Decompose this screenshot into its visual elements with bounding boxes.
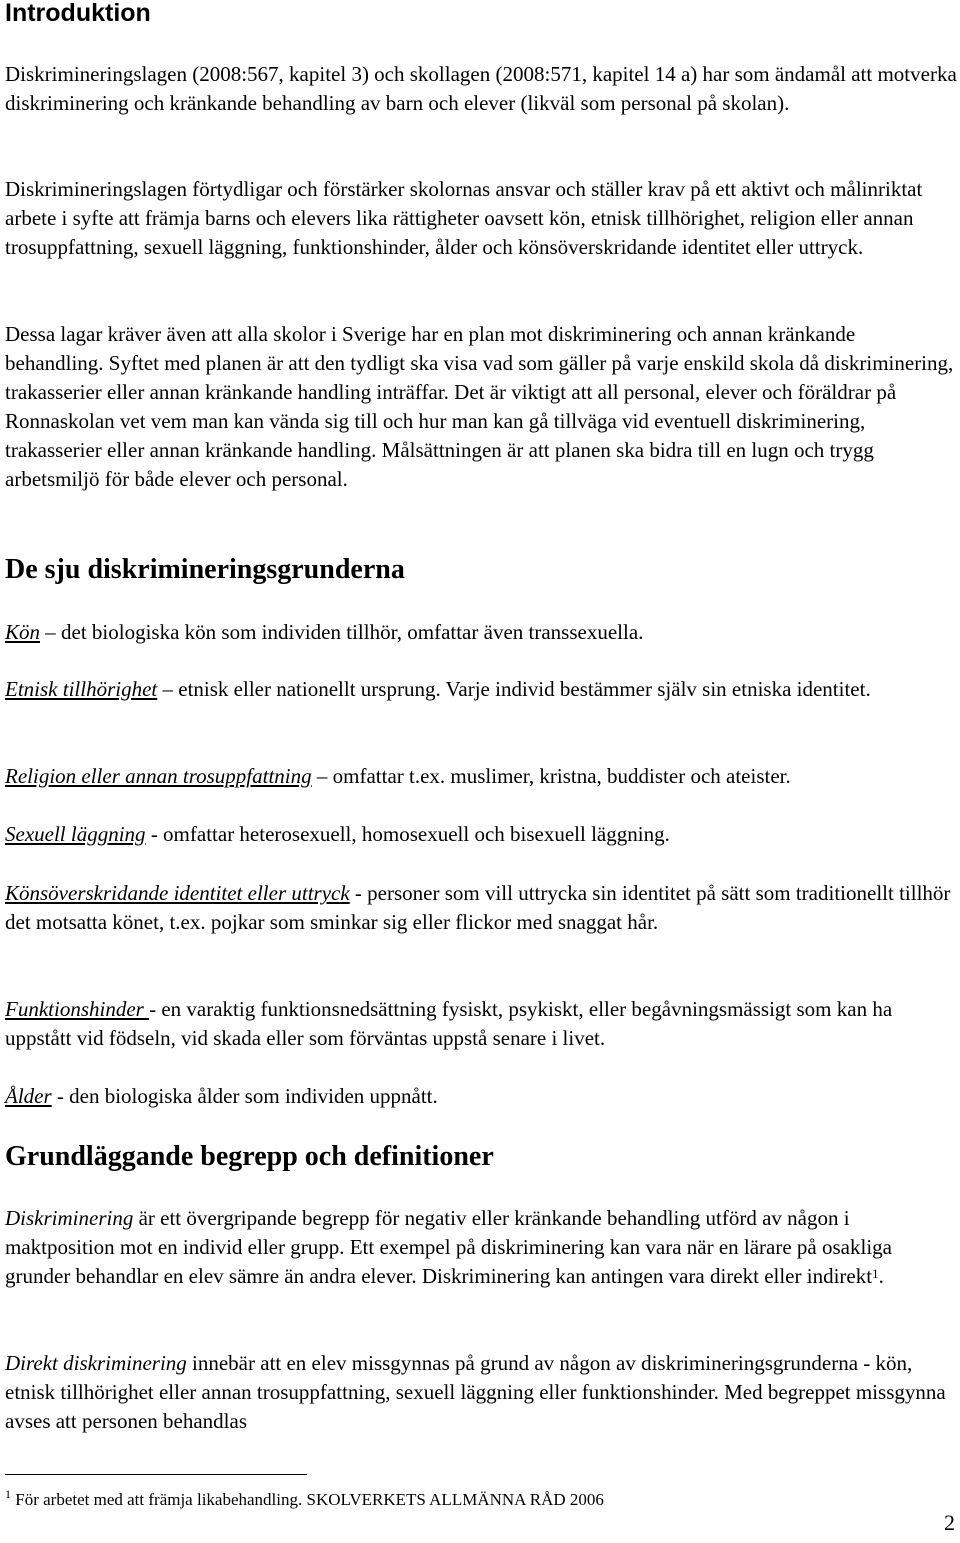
ground-item-funktionshinder <box>5 995 957 1053</box>
intro-paragraph-2: Diskrimineringslagen förtydligar och förstärker skolornas ansvar och ställer krav på ett aktivt och målinriktat arbete i syfte att främja barns och elevers lika rättigheter oavsett kön, etnisk tillhörighet, religion eller annan trosuppfattning, sexuell läggning, funktionshinder, ålder och könsöverskridande identitet eller uttryck. <box>5 177 923 259</box>
ground-description: - omfattar heterosexuell, homosexuell och bisexuell läggning. <box>145 822 670 846</box>
footnote <box>5 1489 604 1511</box>
footnote-text: För arbetet med att främja likabehandling. SKOLVERKETS ALLMÄNNA RÅD 2006 <box>11 1490 604 1509</box>
footnote-reference: 1 <box>872 1266 879 1281</box>
definitions-heading: Grundläggande begrepp och definitioner <box>5 1141 494 1172</box>
ground-description: - den biologiska ålder som individen uppnått. <box>51 1084 438 1108</box>
definition-end: . <box>878 1264 884 1288</box>
definition-text: innebär att en elev missgynnas på grund av någon av diskrimineringsgrunderna - kön, etnisk tillhörighet eller annan trosuppfattning, sexuell läggning eller funktionshinder. Med begreppet missgynna avses att personen behandlas <box>5 1351 946 1433</box>
definition-term: Diskriminering <box>5 1206 134 1230</box>
ground-term: Etnisk tillhörighet <box>5 677 158 701</box>
ground-term: Ålder <box>5 1084 52 1108</box>
ground-item-religion <box>5 762 957 791</box>
definition-diskriminering <box>5 1204 957 1291</box>
ground-term: Sexuell läggning <box>5 822 146 846</box>
ground-item-kon <box>5 618 957 647</box>
ground-description: - en varaktig funktionsnedsättning fysiskt, psykiskt, eller begåvningsmässigt som kan ha uppstått vid födseln, vid skada eller som förväntas uppstå senare i livet. <box>5 997 893 1050</box>
page-number: 2 <box>944 1510 955 1535</box>
ground-term: Könsöverskridande identitet eller uttryck <box>5 881 350 905</box>
ground-description: – etnisk eller nationellt ursprung. Varje individ bestämmer själv sin etniska identitet. <box>157 677 871 701</box>
ground-description: – omfattar t.ex. muslimer, kristna, buddister och ateister. <box>311 764 791 788</box>
footnote-marker: 1 <box>5 1487 11 1501</box>
ground-item-sexuell-laggning <box>5 820 957 849</box>
ground-description: – det biologiska kön som individen tillhör, omfattar även transsexuella. <box>40 620 644 644</box>
ground-term: Funktionshinder <box>5 997 150 1021</box>
ground-term: Kön <box>5 620 41 644</box>
ground-item-etnisk-tillhorighet <box>5 675 957 704</box>
ground-description: - personer som vill uttrycka sin identitet på sätt som traditionellt tillhör det motsatta könet, t.ex. pojkar som sminkar sig eller flickor med snaggat hår. <box>5 881 951 934</box>
intro-heading: Introduktion <box>5 0 151 27</box>
intro-paragraph-3: Dessa lagar kräver även att alla skolor i Sverige har en plan mot diskriminering och annan kränkande behandling. Syftet med planen är att den tydligt ska visa vad som gäller på varje enskild skola då diskriminering, trakasserier eller annan kränkande handling inträffar. Det är viktigt att all personal, elever och föräldrar på Ronnaskolan vet vem man kan vända sig till och hur man kan gå tillväga vid eventuell diskriminering, trakasserier eller annan kränkande handling. Målsättningen är att planen ska bidra till en lugn och trygg arbetsmiljö för både elever och personal. <box>5 322 954 491</box>
intro-paragraph-1: Diskrimineringslagen (2008:567, kapitel 3) och skollagen (2008:571, kapitel 14 a) har som ändamål att motverka diskriminering och kränkande behandling av barn och elever (likväl som personal på skolan). <box>5 62 957 115</box>
grounds-heading: De sju diskrimineringsgrunderna <box>5 554 405 585</box>
ground-term: Religion eller annan trosuppfattning <box>5 764 312 788</box>
definition-term: Direkt diskriminering <box>5 1351 187 1375</box>
ground-item-alder <box>5 1082 957 1111</box>
ground-item-konsoverskridande <box>5 879 957 937</box>
definition-text: är ett övergripande begrepp för negativ eller kränkande behandling utförd av någon i maktposition mot en individ eller grupp. Ett exempel på diskriminering kan vara när en lärare på osakliga grunder behandlar en elev sämre än andra elever. Diskriminering kan antingen vara direkt eller indirekt <box>5 1206 892 1288</box>
footnote-separator <box>5 1474 307 1475</box>
definition-direkt-diskriminering <box>5 1349 957 1436</box>
